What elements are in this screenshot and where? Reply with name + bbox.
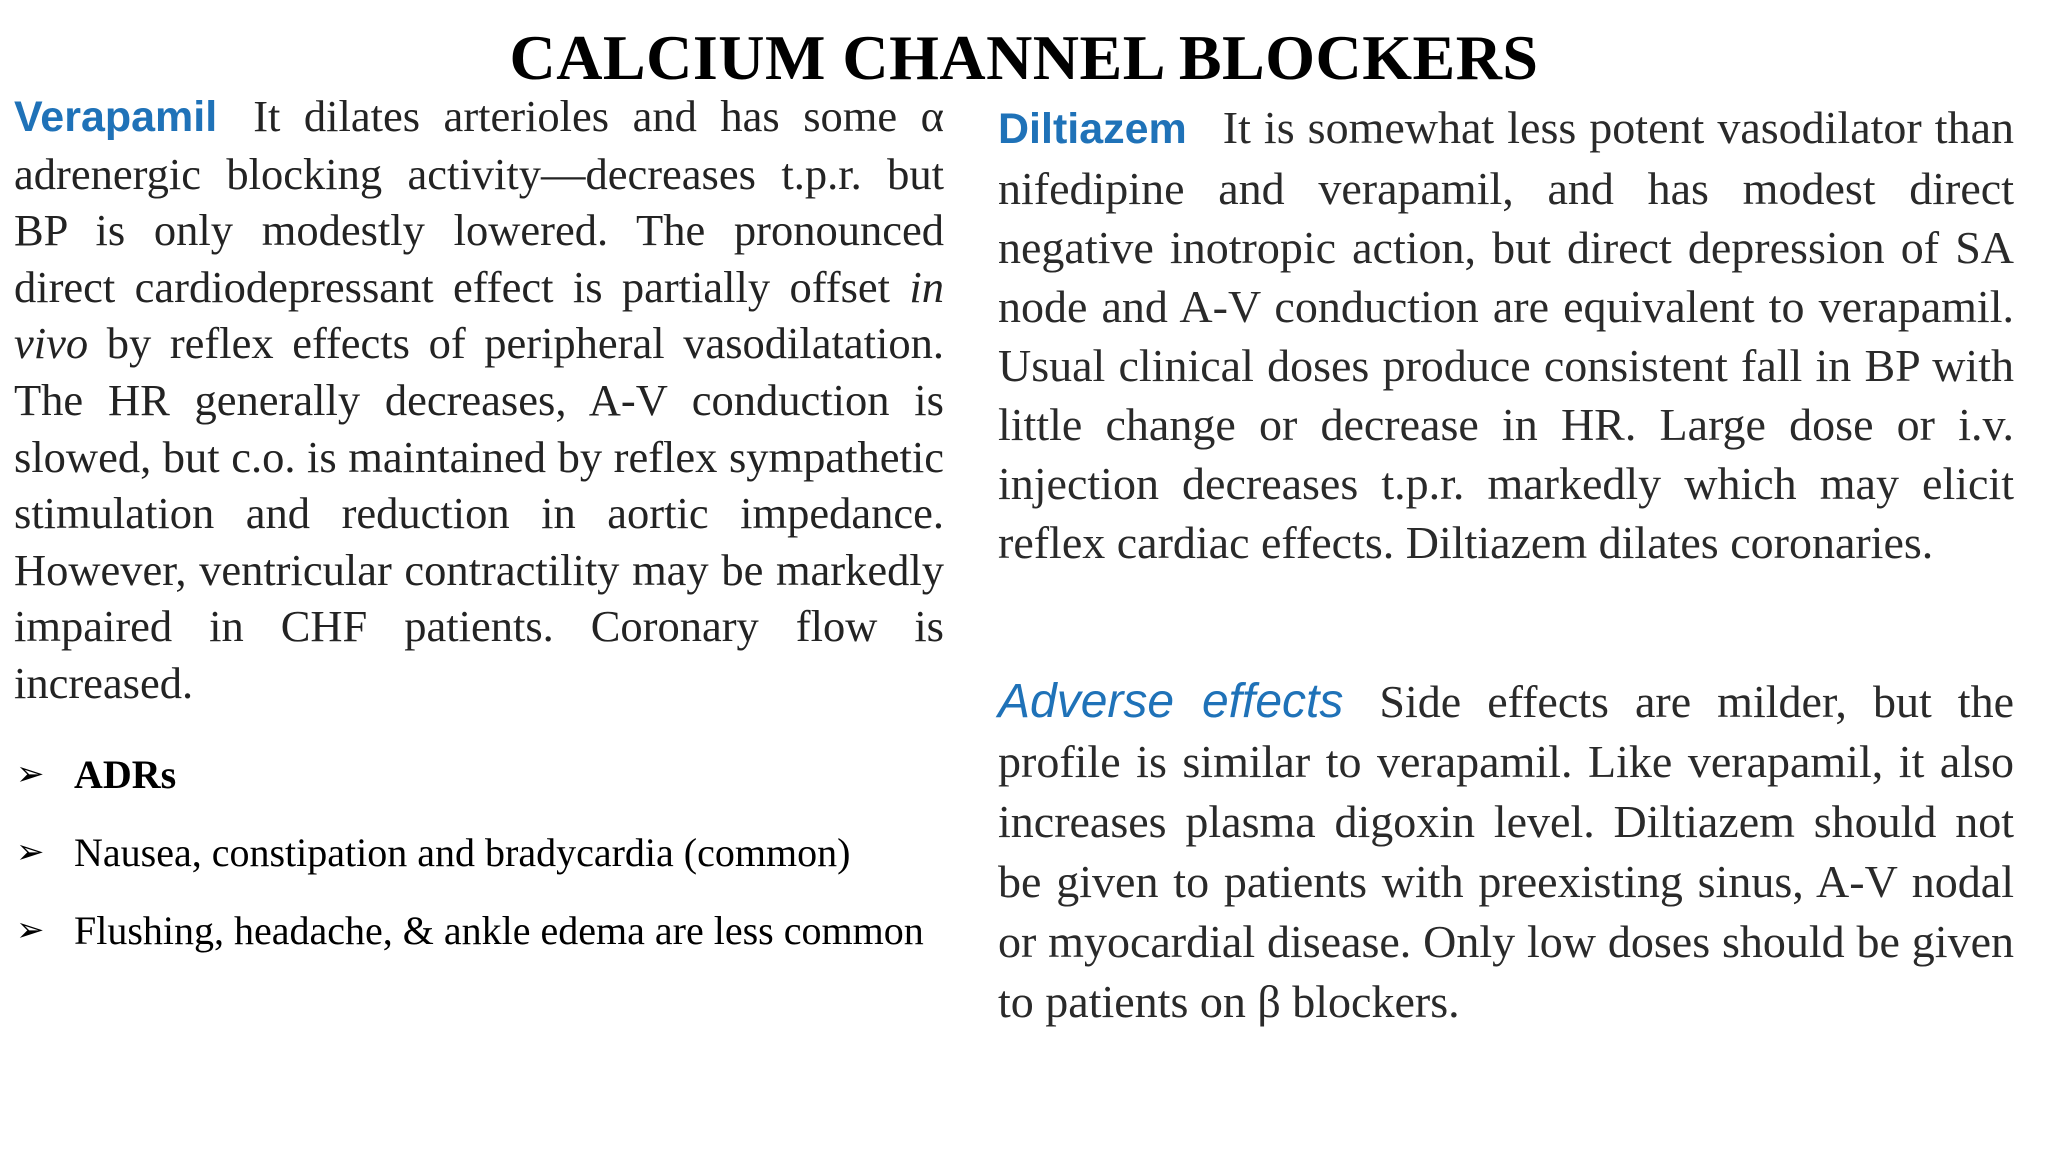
bullet-text: Nausea, constipation and bradycardia (common)	[74, 830, 851, 875]
arrow-bullet-icon: ➢	[16, 832, 45, 872]
bullet-text: Flushing, headache, & ankle edema are less common	[74, 908, 924, 953]
adverse-effects-text: Side effects are milder, but the profile is similar to verapamil. Like verapamil, it also increases plasma digoxin level. Diltiazem should not be given to patients with preexisting sinus, A-V nodal or myocardial disease. Only low doses should be given to patients on β blockers.	[998, 676, 2014, 1027]
verapamil-heading: Verapamil	[14, 93, 218, 141]
diltiazem-paragraph	[998, 98, 2014, 572]
slide-title: CALCIUM CHANNEL BLOCKERS	[509, 22, 1539, 93]
verapamil-text-2: by reflex effects of peripheral vasodilatation. The HR generally decreases, A-V conduction is slowed, but c.o. is maintained by reflex sympathetic stimulation and reduction in aortic impedance. However, ventricular contractility may be markedly impaired in CHF patients. Coronary flow is increased.	[14, 318, 944, 708]
diltiazem-heading: Diltiazem	[998, 105, 1187, 153]
adverse-effects-heading: Adverse effects	[998, 675, 1344, 728]
diltiazem-text: It is somewhat less potent vasodilator than nifedipine and verapamil, and has modest direct negative inotropic action, but direct depression of SA node and A-V conduction are equivalent to verapamil. Usual clinical doses produce consistent fall in BP with little change or decrease in HR. Large dose or i.v. injection decreases t.p.r. markedly which may elicit reflex cardiac effects. Diltiazem dilates coronaries.	[998, 102, 2014, 568]
adr-bullet-list	[14, 736, 934, 970]
adverse-effects-paragraph	[998, 672, 2014, 1032]
verapamil-italic-text: in vivo	[14, 261, 944, 369]
verapamil-paragraph	[14, 88, 944, 712]
arrow-bullet-icon: ➢	[16, 754, 45, 794]
bullet-text: ADRs	[74, 752, 177, 797]
bullet-item-common	[14, 814, 934, 891]
bullet-item-less-common	[14, 892, 934, 969]
verapamil-text-1: It dilates arterioles and has some α adrenergic blocking activity—decreases t.p.r. but BP is only modestly lowered. The pronounced direct cardiodepressant effect is partially offset	[14, 91, 944, 312]
arrow-bullet-icon: ➢	[16, 910, 45, 950]
bullet-item-adrs	[14, 736, 934, 813]
